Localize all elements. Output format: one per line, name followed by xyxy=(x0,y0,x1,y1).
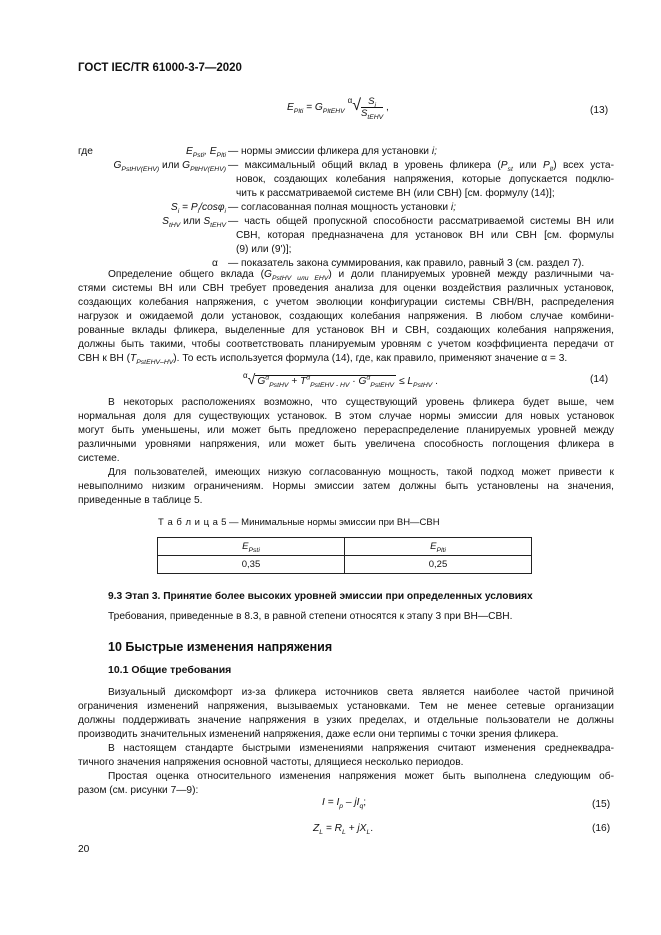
para6-line2: разом (см. рисунки 7—9): xyxy=(78,785,199,796)
def-term-si: $S_i = P_i/\cos\varphi_i$ xyxy=(170,202,226,216)
para2-line5: системе. xyxy=(78,453,120,464)
table5 xyxy=(157,537,532,574)
table5-header-row xyxy=(158,538,532,556)
def-desc-sthv-3: (9) или (9')]; xyxy=(236,244,292,255)
section-9-3-title: 9.3 Этап 3. Принятие более высоких уровней эмиссии при определенных условиях xyxy=(108,591,533,602)
para3-line2: невыполнимо низким ограничениям. Нормы эмиссии затем должны быть установлены на значения, xyxy=(78,481,614,492)
page-number: 20 xyxy=(78,844,90,855)
equation-number-14: (14) xyxy=(590,374,609,385)
para4-line4: производить значительных изменений напряжения, даже если они терпимы с точки зрения фликера. xyxy=(78,729,559,740)
para2-line4: различными уровнями напряжения, или может быть увеличена способность поглощения фликера в xyxy=(78,439,614,450)
equation-number-15: (15) xyxy=(592,799,611,810)
def-term-alpha: α xyxy=(212,258,218,269)
formula-14: $^\alpha$√ $G^\alpha_{PstHV} + T^\alpha_{PstEHV - HV} \cdot G^\alpha_{PstEHV} \le L_{PstHV}$ . xyxy=(243,371,438,390)
def-desc-sthv-2: СВН, которая предназначена для установок ВН или СВН [см. формулы xyxy=(236,230,614,241)
def-desc-si: — согласованная полная мощность установки i; xyxy=(228,202,456,213)
section-10-title: 10 Быстрые изменения напряжения xyxy=(108,640,333,654)
para1-line6: должны быть такими, чтобы соответствовать планируемым уровням с учетом коэффициента передачи от xyxy=(78,339,614,350)
table5-value-plti: 0,25 xyxy=(345,556,532,574)
para1-line4: нагрузок и ожидаемой доли установок, создающих колебания напряжения. В любом случае комбини- xyxy=(78,311,614,322)
document-header: ГОСТ IEC/TR 61000-3-7—2020 xyxy=(78,62,242,74)
para2-line1: В некоторых расположениях возможно, что существующий уровень фликера будет выше, чем xyxy=(108,397,614,408)
table5-header-plti: $E_{Plti}$ xyxy=(345,538,532,556)
def-desc-gpst-3: чить к рассматриваемой системе ВН (или СВН) [см. формулу (14)]; xyxy=(236,188,555,199)
section-10-1-title: 10.1 Общие требования xyxy=(108,664,232,676)
para2-line2: нормальная доля для существующих установок. В этом случае нормы эмиссии для новых установок xyxy=(78,411,614,422)
def-desc-gpst: — максимальный общий вклад в уровень фликера ($P_{st}$ или $P_{lt}$) всех уста- xyxy=(228,160,614,174)
para1-line7: СВН к ВН $(T_{PstEHV-HV})$. То есть используется формула (14), где, как правило, применяют значение α = 3. xyxy=(78,353,568,367)
def-desc-gpst-2: новок, создающих колебания напряжения, которые допускается подклю- xyxy=(236,174,614,185)
def-term-emission: $E_{Psti}$, $E_{Plti}$ xyxy=(185,146,226,160)
para1-line5: рованные вклады фликера, выделенные для установок ВН и СВН, создающих колебания напряжения, xyxy=(78,325,614,336)
para5-line2: тичного значения напряжения основной частоты, длящиеся несколько периодов. xyxy=(78,757,464,768)
section-9-3-text: Требования, приведенные в 8.3, в равной степени относятся к этапу 3 при ВН—СВН. xyxy=(108,611,513,622)
para4-line3: должны поддерживать значение напряжения в узких пределах, и отдельные пользователи не должны xyxy=(78,715,614,726)
para3-line3: приведенные в таблице 5. xyxy=(78,495,203,506)
equation-number-16: (16) xyxy=(592,823,611,834)
table5-header-psti: $E_{Psti}$ xyxy=(158,538,345,556)
table5-value-psti: 0,35 xyxy=(158,556,345,574)
para6-line1: Простая оценка относительного изменения напряжения может быть выполнена следующим об- xyxy=(108,771,614,782)
para5-line1: В настоящем стандарте быстрыми изменениями напряжения считают изменения среднеквадра- xyxy=(108,743,614,754)
formula-13: $E_{Plti} = G_{PltEHV}$ $^\alpha$√ $\frac{S_i}{S_{tEHV}}$ , xyxy=(287,96,389,121)
para1-line3: создающих колебания напряжения, с учетом эволюции конфигурации системы СВН/ВН, распределения xyxy=(78,297,614,308)
para3-line1: Для пользователей, имеющих низкую согласованную мощность, такой подход может привести к xyxy=(108,467,614,478)
where-label: где xyxy=(78,146,93,157)
para4-line1: Визуальный дискомфорт из-за фликера источников света является наиболее частой причиной xyxy=(108,687,614,698)
equation-number-13: (13) xyxy=(590,105,609,116)
table5-value-row xyxy=(158,556,532,574)
para2-line3: могут быть уменьшены, или может быть предложено перераспределение планируемых уровней между xyxy=(78,425,614,436)
def-term-gpst: $G_{PstHV(EHV)}$ или $G_{PltHV(EHV)}$ xyxy=(113,160,226,174)
para1-line2: стями системы ВН или СВН требует проведения анализа для оценки воздействия различных установок, xyxy=(78,283,614,294)
def-term-sthv: $S_{tHV}$ или $S_{tEHV}$ xyxy=(162,216,226,230)
para1-line1: Определение общего вклада $(G_{PstHV или EHV})$ и доли планируемых уровней между различными ча- xyxy=(108,269,614,283)
def-desc-alpha: — показатель закона суммирования, как правило, равный 3 (см. раздел 7). xyxy=(228,258,585,269)
formula-15: $I = I_p - jI_q$; xyxy=(322,797,367,811)
def-desc-sthv: — часть общей пропускной способности рассматриваемой системы ВН или xyxy=(228,216,614,227)
formula-16: $Z_L = R_L + jX_L$. xyxy=(313,823,374,837)
def-desc-emission: — нормы эмиссии фликера для установки i; xyxy=(228,146,437,157)
para4-line2: ограничения изменений напряжения, вызываемых установками. Тем не менее сетевые организации xyxy=(78,701,614,712)
table5-caption: Т а б л и ц а 5 — Минимальные нормы эмиссии при ВН—СВН xyxy=(158,517,440,528)
